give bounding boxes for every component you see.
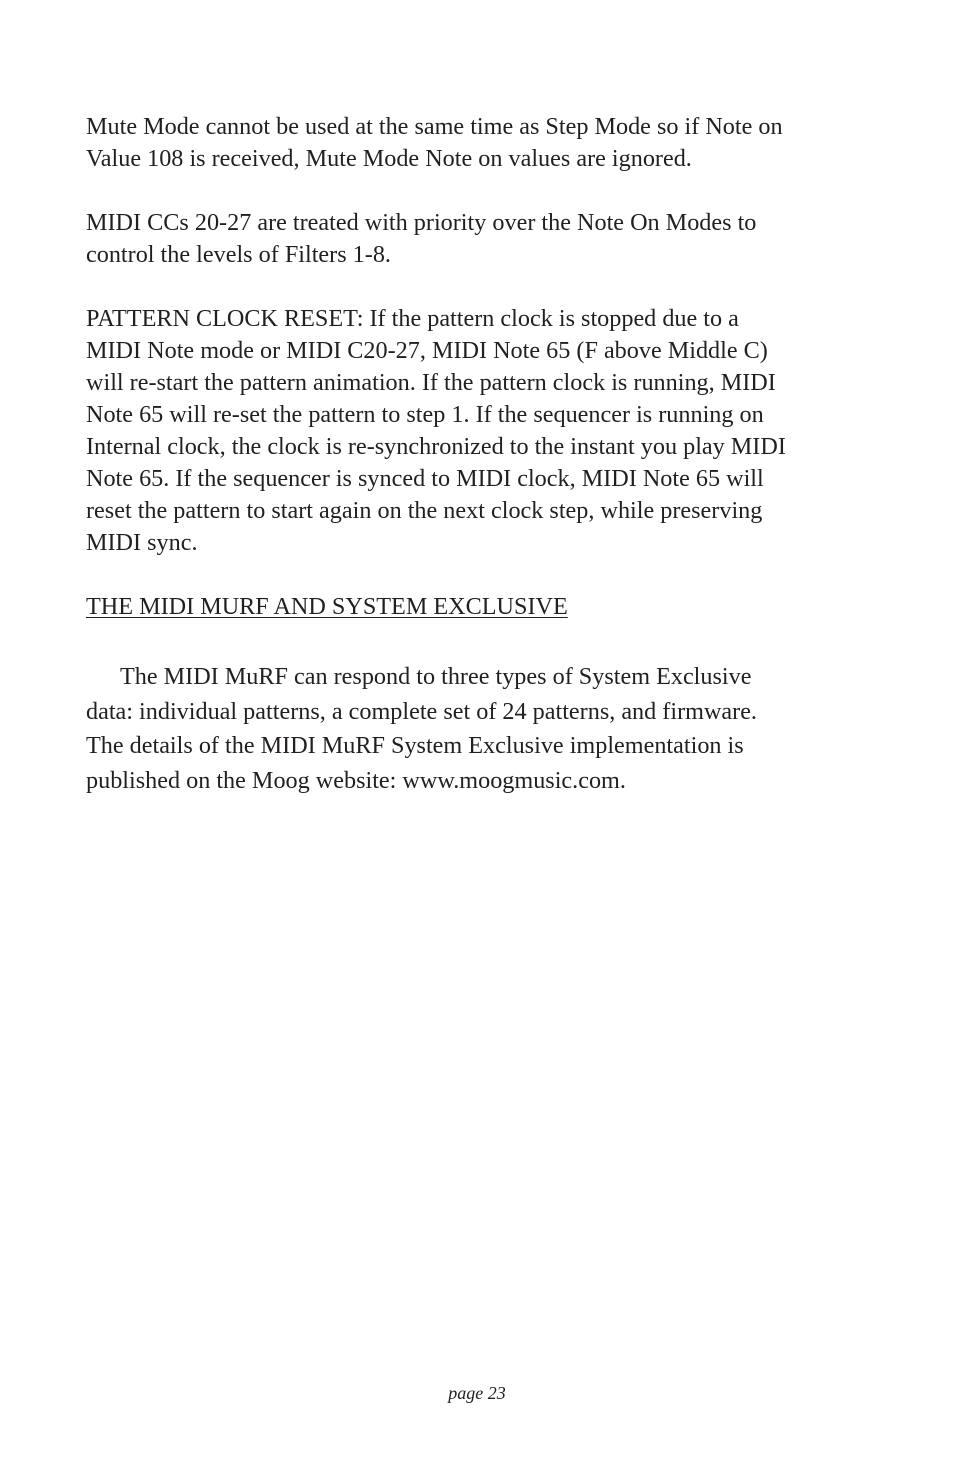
page-number: page 23: [448, 1383, 506, 1403]
paragraph-mute-mode: Mute Mode cannot be used at the same time as Step Mode so if Note on Value 108 is received, Mute Mode Note on values are ignored.: [86, 113, 783, 172]
paragraph-system-exclusive-text: The MIDI MuRF can respond to three types of System Exclusive data: individual patterns, a complete set of 24 patterns, and firmware. The details of the MIDI MuRF System Exclusive implementation is published on the Moog website: www.moogmusic.com.: [86, 663, 757, 794]
page-content: [86, 111, 876, 830]
paragraph-midi-ccs: MIDI CCs 20-27 are treated with priority over the Note On Modes to control the levels of Filters 1-8.: [86, 209, 757, 268]
paragraph-system-exclusive: [86, 660, 876, 798]
section-heading-system-exclusive: THE MIDI MURF AND SYSTEM EXCLUSIVE: [86, 593, 568, 620]
paragraph-pattern-clock-reset: PATTERN CLOCK RESET: If the pattern clock is stopped due to a MIDI Note mode or MIDI C20-27, MIDI Note 65 (F above Middle C) will re-start the pattern animation. If the pattern clock is running, MIDI Note 65 will re-set the pattern to step 1. If the sequencer is running on Internal clock, the clock is re-synchronized to the instant you play MIDI Note 65. If the sequencer is synced to MIDI clock, MIDI Note 65 will reset the pattern to start again on the next clock step, while preserving MIDI sync.: [86, 305, 786, 556]
